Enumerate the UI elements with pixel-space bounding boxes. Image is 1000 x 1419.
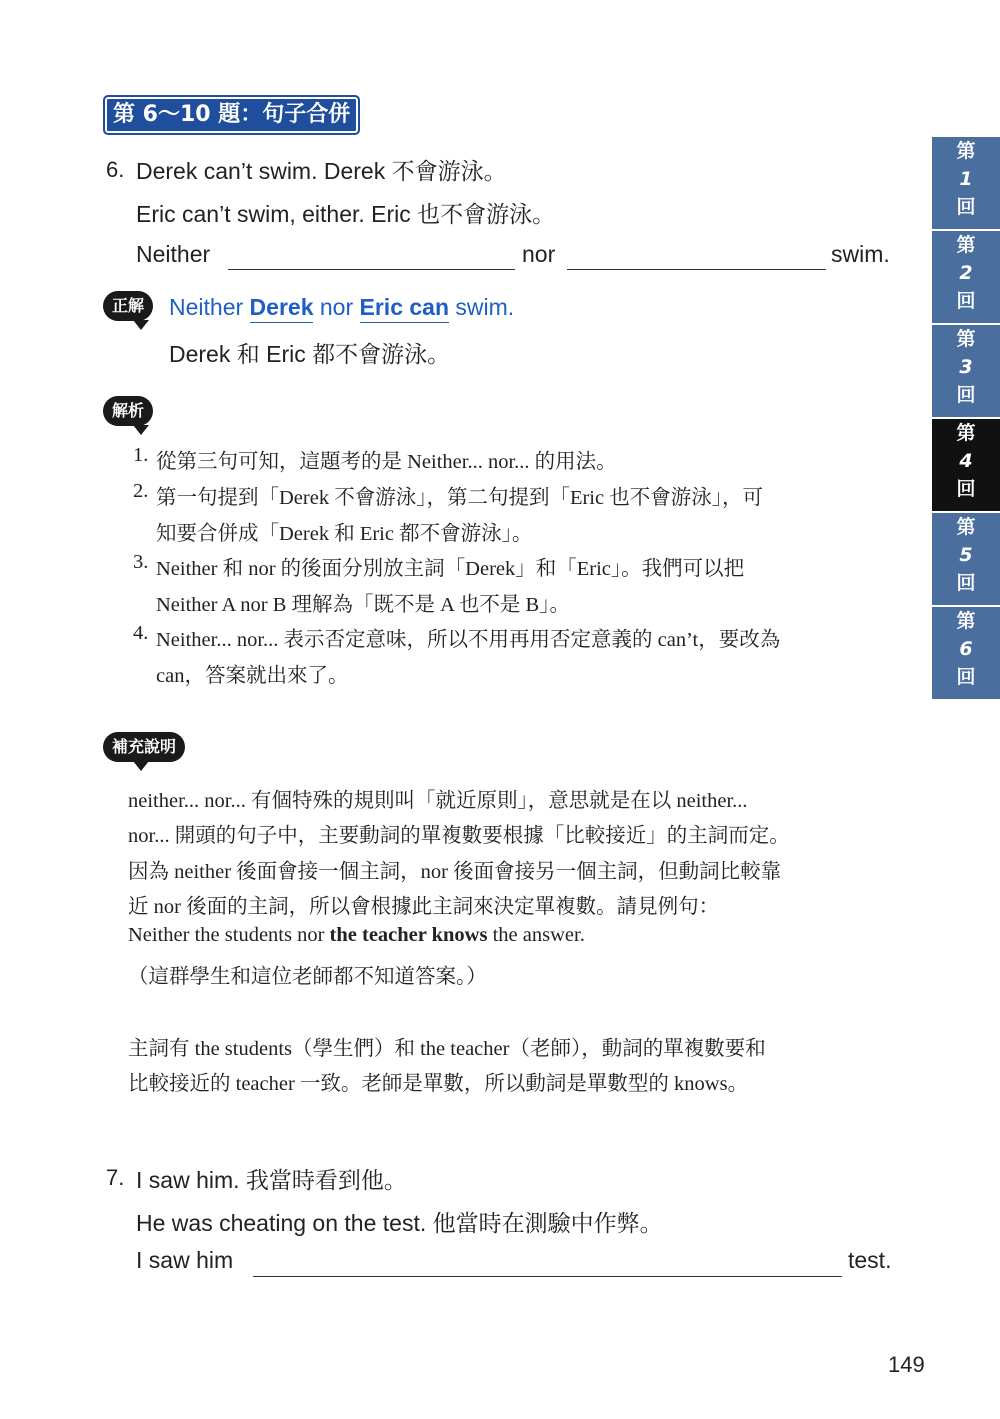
question-7-line-3-start: I saw him [136, 1247, 234, 1273]
answer-part-2: nor [319, 294, 354, 320]
example-bold: the teacher knows [329, 924, 488, 946]
chapter-tab-4[interactable] [932, 419, 1000, 511]
answer-fill-2: Eric can [360, 294, 450, 323]
answer-part-3: swim. [455, 294, 515, 320]
analysis-item-1-number: 1. [133, 444, 149, 466]
question-7-number: 7. [106, 1165, 125, 1190]
analysis-item-2-text: 第一句提到「Derek 不會游泳」，第二句提到「Eric 也不會游泳」，可 [156, 487, 763, 509]
chapter-tab-1[interactable] [932, 137, 1000, 229]
analysis-item-4-number: 4. [133, 622, 149, 644]
answer-part-1: Neither [169, 294, 244, 320]
supplement-note-1: 主詞有 the students（學生們）和 the teacher（老師），動詞的單複數要和 [128, 1038, 766, 1060]
chapter-tab-2[interactable] [932, 231, 1000, 323]
question-7-line-2: He was cheating on the test. 他當時在測驗中作弊。 [136, 1210, 663, 1236]
tab-6-bottom: 回 [956, 666, 976, 688]
question-6-line-1: Derek can’t swim. Derek 不會游泳。 [136, 158, 507, 184]
tab-4-bottom: 回 [956, 478, 976, 500]
question-6-line-3-mid: nor [522, 241, 556, 267]
tab-3-bottom: 回 [956, 384, 976, 406]
chapter-tab-5[interactable] [932, 513, 1000, 605]
analysis-item-3-text-cont: Neither A nor B 理解為「既不是 A 也不是 B」。 [156, 594, 570, 616]
example-translation: （這群學生和這位老師都不知道答案。） [128, 966, 487, 988]
question-7-line-3-end: test. [848, 1247, 892, 1273]
example-pre: Neither the students nor [128, 924, 330, 946]
tab-5-bottom: 回 [956, 572, 976, 594]
tab-1-top: 第 [956, 140, 976, 162]
analysis-item-4-text: Neither... nor... 表示否定意味，所以不用再用否定意義的 can’t，要改為 [156, 629, 781, 651]
example-sentence [128, 924, 585, 947]
supplement-line-2: nor... 開頭的句子中，主要動詞的單複數要根據「比較接近」的主詞而定。 [128, 825, 790, 847]
tab-6-number: 6 [959, 638, 973, 660]
tab-1-number: 1 [959, 168, 973, 190]
supplement-badge: 補充說明 [103, 732, 185, 762]
tab-1-bottom: 回 [956, 196, 976, 218]
tab-4-number: 4 [959, 450, 973, 472]
supplement-line-3: 因為 neither 後面會接一個主詞，nor 後面會接另一個主詞，但動詞比較靠 [128, 861, 782, 883]
supplement-line-4: 近 nor 後面的主詞，所以會根據此主詞來決定單複數。請見例句： [128, 896, 720, 918]
answer-translation: Derek 和 Eric 都不會游泳。 [169, 341, 451, 367]
question-6-line-2: Eric can’t swim, either. Eric 也不會游泳。 [136, 201, 556, 227]
section-title: 第 6～10 題：句子合併 [103, 95, 360, 135]
analysis-item-2-text-cont: 知要合併成「Derek 和 Eric 都不會游泳」。 [156, 523, 533, 545]
question-6-line-3-end: swim. [831, 241, 890, 267]
supplement-line-1: neither... nor... 有個特殊的規則叫「就近原則」，意思就是在以 neither... [128, 790, 748, 812]
tab-4-top: 第 [956, 422, 976, 444]
analysis-item-1-text: 從第三句可知，這題考的是 Neither... nor... 的用法。 [156, 451, 617, 473]
chapter-tab-6[interactable] [932, 607, 1000, 699]
correct-answer-badge: 正解 [103, 291, 153, 321]
example-post: the answer. [487, 924, 585, 946]
tab-5-top: 第 [956, 516, 976, 538]
question-7-line-1: I saw him. 我當時看到他。 [136, 1167, 407, 1193]
answer-blank-1[interactable] [228, 269, 515, 270]
analysis-item-3-text: Neither 和 nor 的後面分別放主詞「Derek」和「Eric」。我們可以把 [156, 558, 745, 580]
answer-blank-3[interactable] [253, 1276, 842, 1277]
question-6-line-3-start: Neither [136, 241, 211, 267]
analysis-badge: 解析 [103, 396, 153, 426]
correct-answer-sentence [169, 294, 514, 321]
tab-2-top: 第 [956, 234, 976, 256]
analysis-item-4-text-cont: can，答案就出來了。 [156, 665, 349, 687]
supplement-note-2: 比較接近的 teacher 一致。老師是單數，所以動詞是單數型的 knows。 [128, 1073, 749, 1095]
tab-6-top: 第 [956, 610, 976, 632]
analysis-item-3-number: 3. [133, 551, 149, 573]
tab-5-number: 5 [959, 544, 973, 566]
tab-3-top: 第 [956, 328, 976, 350]
tab-2-number: 2 [959, 262, 973, 284]
tab-2-bottom: 回 [956, 290, 976, 312]
page-number: 149 [888, 1352, 925, 1377]
chapter-tab-3[interactable] [932, 325, 1000, 417]
tab-3-number: 3 [959, 356, 973, 378]
question-6-number: 6. [106, 157, 125, 182]
answer-blank-2[interactable] [567, 269, 826, 270]
analysis-item-2-number: 2. [133, 480, 149, 502]
answer-fill-1: Derek [250, 294, 314, 323]
